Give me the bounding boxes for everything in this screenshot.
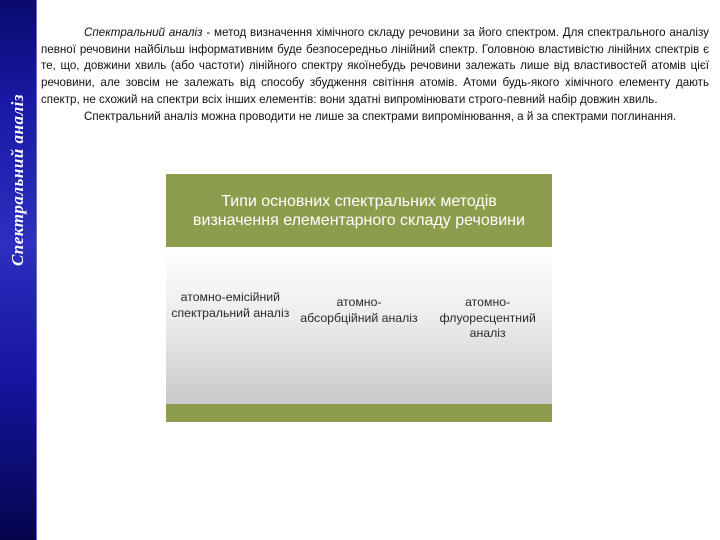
side-title [0, 0, 36, 360]
method-atomic-absorption: атомно-абсорбційний аналіз [300, 295, 418, 325]
method-atomic-emission: атомно-емісійний спектральний аналіз [171, 290, 290, 320]
definition-text: - метод визначення хімічного складу речовини за його спектром. Для спектрального аналізу певної речовини найбільш інформативним буде безпосередньо лінійний спектр. Головною властивістю лінійних спектрів є те, що, довжини хвиль (або частоти) лінійного спектру якоїнебудь речовини залежать лише від властивостей атомів цієї речовини, але зовсім не залежать від способу збудження світіння атомів. Атоми будь-якого хімічного елементу дають спектр, не схожий на спектри всіх інших елементів: вони здатні випромінювати строго-певний набір довжин хвиль. [41, 26, 709, 106]
paragraph-definition [41, 25, 709, 109]
body-text [41, 25, 709, 125]
paragraph-absorption: Спектральний аналіз можна проводити не лише за спектрами випромінювання, а й за спектрами поглинання. [84, 109, 677, 123]
method-atomic-fluorescence: атомно-флуоресцентний аналіз [439, 295, 536, 341]
term-highlight: Спектральний аналіз [84, 26, 203, 39]
diagram-footer [166, 404, 552, 422]
diagram-header [166, 174, 552, 247]
diagram-body [166, 247, 552, 404]
diagram-header-text: Типи основних спектральних методів визначення елементарного складу речовини [193, 192, 525, 229]
side-title-text: Спектральний аналіз [8, 93, 27, 267]
side-bar [0, 0, 37, 540]
methods-diagram [166, 174, 552, 422]
